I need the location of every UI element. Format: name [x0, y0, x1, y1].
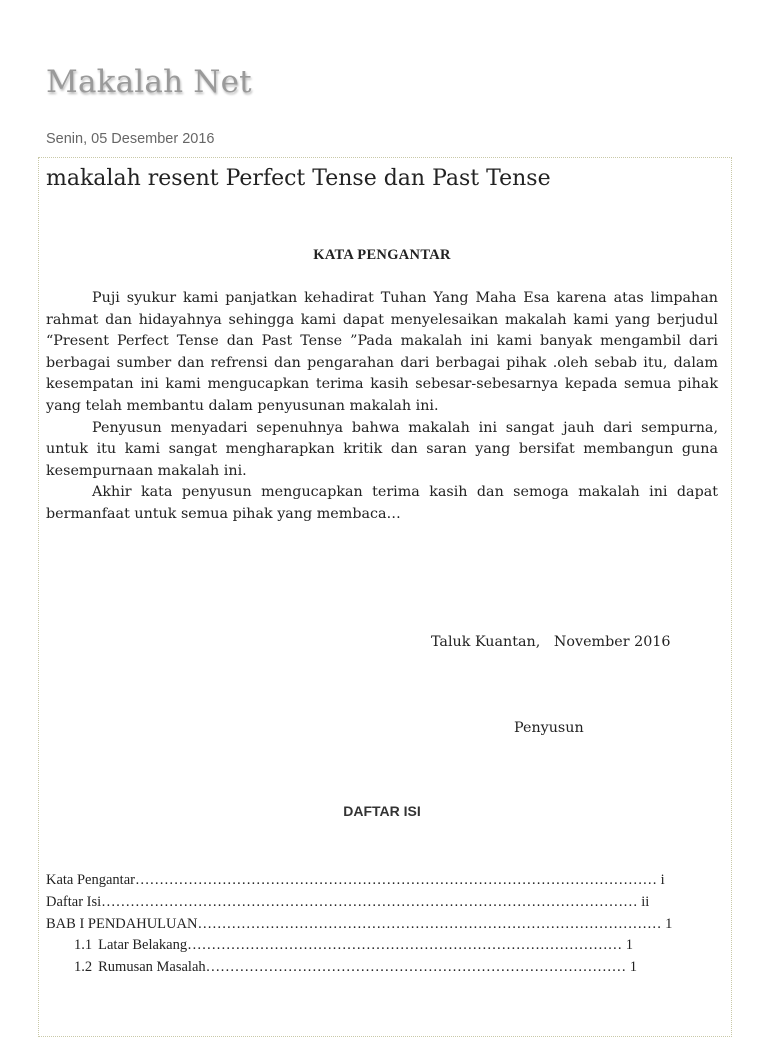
post-date: Senin, 05 Desember 2016	[46, 131, 215, 147]
toc-number: 1.2	[74, 959, 93, 976]
toc-row	[46, 937, 633, 959]
paragraph: Puji syukur kami panjatkan kehadirat Tuhan Yang Maha Esa karena atas limpahan rahmat dan hidayahnya sehingga kami dapat menyelesaikan makalah kami yang berjudul “Present Perfect Tense dan Past Tense ”Pada makalah ini kami banyak mengambil dari berbagai sumber dan refrensi dan pengarahan dari berbagai pihak .oleh sebab itu, dalam kesempatan ini kami mengucapkan terima kasih sebesar-sebesarnya kepada semua pihak yang telah membantu dalam penyusunan makalah ini.	[46, 290, 718, 414]
toc-label: Latar Belakang	[98, 937, 188, 954]
daftar-isi-heading: DAFTAR ISI	[343, 803, 421, 819]
kata-pengantar-heading: KATA PENGANTAR	[313, 247, 451, 263]
toc-row	[46, 872, 665, 894]
toc-leader: …………………………………………………………………………………………………	[101, 893, 638, 910]
toc-row	[46, 915, 673, 938]
table-of-contents	[46, 872, 673, 981]
toc-leader: ………………………………………………………………………………	[187, 937, 623, 954]
toc-label: Kata Pengantar	[46, 872, 135, 888]
paragraph: Penyusun menyadari sepenuhnya bahwa makalah ini sangat jauh dari sempurna, untuk itu kami sangat mengharapkan kritik dan saran yang bersifat membangun guna kesempurnaan makalah ini.	[46, 419, 718, 479]
toc-row	[46, 959, 638, 981]
paragraph: Akhir kata penyusun mengucapkan terima kasih dan semoga makalah ini dapat bermanfaat untuk semua pihak yang membaca…	[46, 484, 718, 522]
toc-leader: ……………………………………………………………………………	[205, 959, 627, 976]
toc-page: 1	[665, 915, 673, 932]
signer: Penyusun	[514, 720, 584, 736]
toc-label: Rumusan Masalah	[98, 959, 206, 976]
toc-label: BAB I PENDAHULUAN	[46, 915, 198, 932]
toc-page: 1	[625, 937, 633, 954]
toc-number: 1.1	[74, 937, 93, 954]
toc-page: 1	[629, 959, 638, 976]
toc-page: i	[660, 872, 665, 888]
blog-title[interactable]: Makalah Net	[46, 64, 252, 100]
toc-leader: ……………………………………………………………………………………	[197, 915, 662, 932]
toc-label: Daftar Isi	[46, 893, 102, 910]
place-date: Taluk Kuantan, November 2016	[431, 634, 671, 650]
toc-leader: ………………………………………………………………………………………………	[134, 872, 657, 888]
toc-row	[46, 893, 650, 916]
post-body	[46, 288, 718, 526]
post-title[interactable]: makalah resent Perfect Tense dan Past Tense	[46, 166, 551, 191]
toc-page: ii	[641, 893, 650, 910]
